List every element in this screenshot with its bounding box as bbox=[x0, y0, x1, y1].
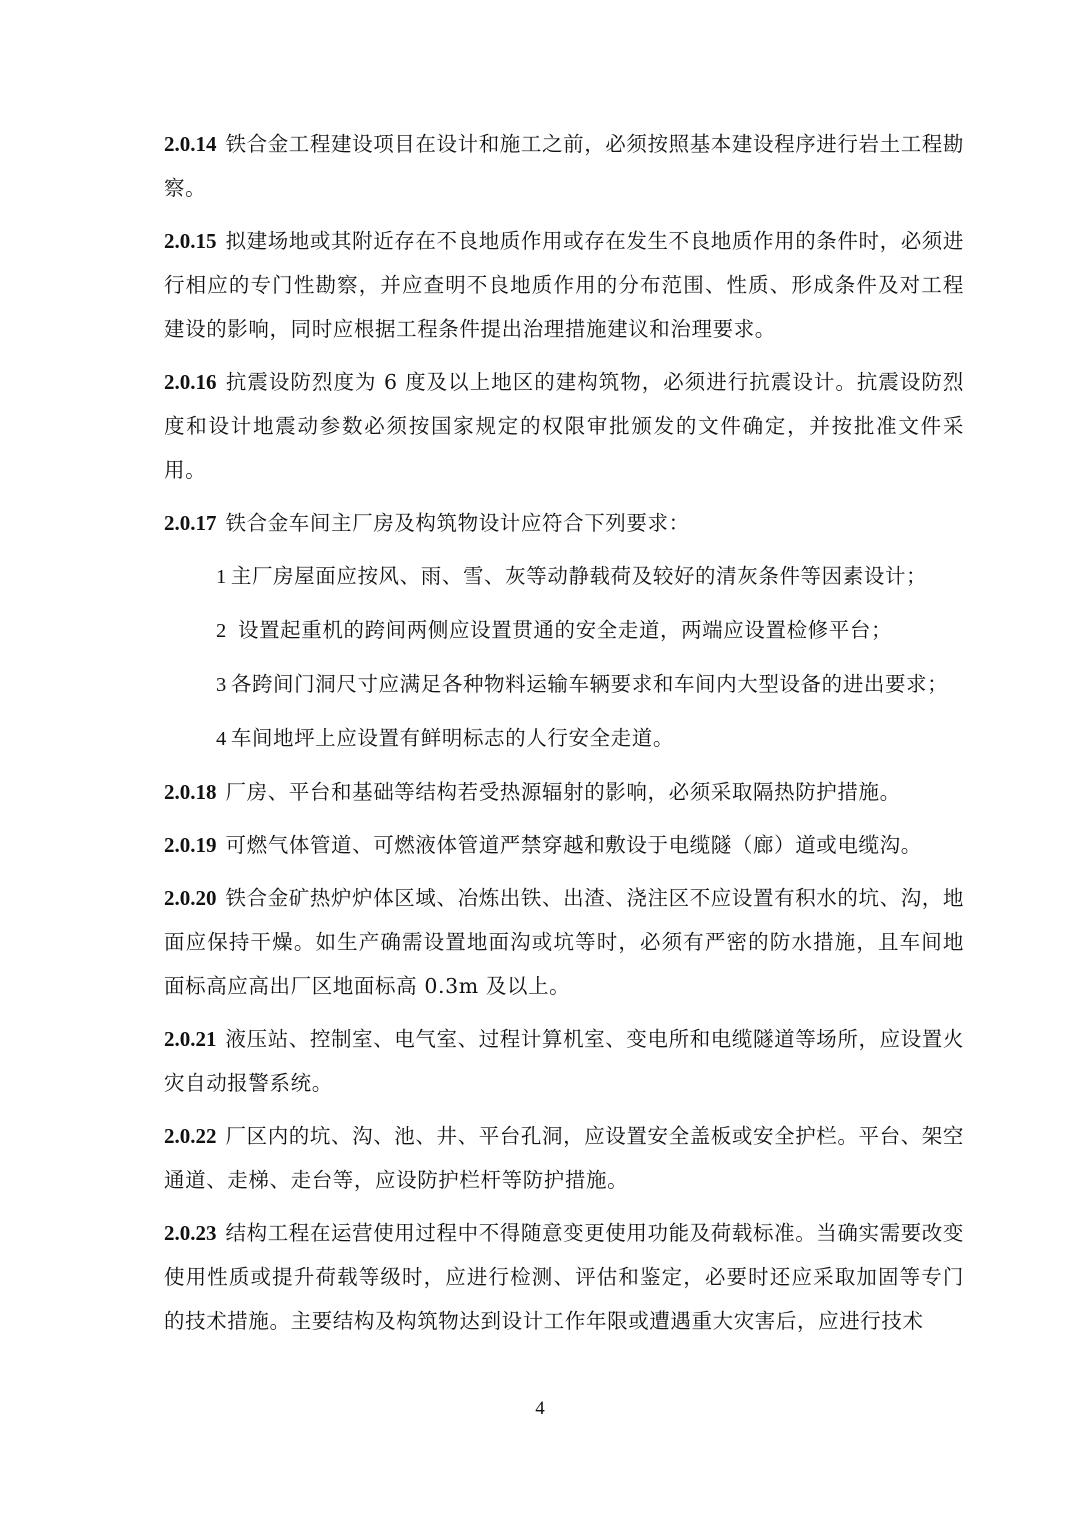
item-text: 车间地坪上应设置有鲜明标志的人行安全走道。 bbox=[230, 726, 674, 750]
clause-number: 2.0.19 bbox=[164, 833, 217, 857]
clause-2-0-14 bbox=[164, 122, 964, 210]
clause-text: 铁合金车间主厂房及构筑物设计应符合下列要求： bbox=[225, 511, 690, 535]
item-text: 主厂房屋面应按风、雨、雪、灰等动静载荷及较好的清灰条件等因素设计； bbox=[230, 564, 928, 588]
clause-number: 2.0.17 bbox=[164, 511, 217, 535]
item-text: 各跨间门洞尺寸应满足各种物料运输车辆要求和车间内大型设备的进出要求； bbox=[230, 672, 949, 696]
clause-text: 液压站、控制室、电气室、过程计算机室、变电所和电缆隧道等场所，应设置火灾自动报警系统。 bbox=[164, 1027, 964, 1095]
clause-text: 可燃气体管道、可燃液体管道严禁穿越和敷设于电缆隧（廊）道或电缆沟。 bbox=[225, 833, 922, 857]
clause-text: 拟建场地或其附近存在不良地质作用或存在发生不良地质作用的条件时，必须进行相应的专门性勘察，并应查明不良地质作用的分布范围、性质、形成条件及对工程建设的影响，同时应根据工程条件提出治理措施建议和治理要求。 bbox=[164, 229, 964, 341]
clause-2-0-20 bbox=[164, 876, 964, 1008]
clause-number: 2.0.18 bbox=[164, 780, 217, 804]
clause-2-0-19 bbox=[164, 823, 964, 867]
clause-text: 结构工程在运营使用过程中不得随意变更使用功能及荷载标准。当确实需要改变使用性质或提升荷载等级时，应进行检测、评估和鉴定，必要时还应采取加固等专门的技术措施。主要结构及构筑物达到设计工作年限或遭遇重大灾害后，应进行技术 bbox=[164, 1221, 964, 1333]
clause-number: 2.0.14 bbox=[164, 132, 217, 156]
clause-text: 铁合金工程建设项目在设计和施工之前，必须按照基本建设程序进行岩土工程勘察。 bbox=[164, 132, 964, 200]
clause-2-0-22 bbox=[164, 1114, 964, 1202]
item-number: 2 bbox=[216, 620, 227, 642]
list-item-3 bbox=[164, 662, 964, 707]
clause-text: 厂区内的坑、沟、池、井、平台孔洞，应设置安全盖板或安全护栏。平台、架空通道、走梯、走台等，应设防护栏杆等防护措施。 bbox=[164, 1124, 964, 1192]
page-body bbox=[164, 122, 964, 1352]
item-number: 3 bbox=[216, 674, 227, 696]
clause-2-0-16 bbox=[164, 360, 964, 492]
clause-text: 厂房、平台和基础等结构若受热源辐射的影响，必须采取隔热防护措施。 bbox=[225, 780, 901, 804]
clause-number: 2.0.16 bbox=[164, 370, 217, 394]
list-item-4 bbox=[164, 716, 964, 761]
item-number: 1 bbox=[216, 566, 227, 588]
clause-text: 抗震设防烈度为 6 度及以上地区的建构筑物，必须进行抗震设计。抗震设防烈度和设计地震动参数必须按国家规定的权限审批颁发的文件确定，并按批准文件采用。 bbox=[164, 370, 964, 482]
clause-number: 2.0.20 bbox=[164, 886, 217, 910]
clause-2-0-17 bbox=[164, 501, 964, 545]
clause-2-0-21 bbox=[164, 1017, 964, 1105]
page-number: 4 bbox=[535, 1398, 545, 1419]
clause-number: 2.0.22 bbox=[164, 1124, 217, 1148]
clause-2-0-23 bbox=[164, 1211, 964, 1343]
clause-number: 2.0.21 bbox=[164, 1027, 217, 1051]
list-item-1 bbox=[164, 554, 964, 599]
item-text: 设置起重机的跨间两侧应设置贯通的安全走道，两端应设置检修平台； bbox=[230, 618, 893, 642]
clause-2-0-15 bbox=[164, 219, 964, 351]
item-number: 4 bbox=[216, 728, 227, 750]
clause-text: 铁合金矿热炉炉体区域、冶炼出铁、出渣、浇注区不应设置有积水的坑、沟，地面应保持干燥。如生产确需设置地面沟或坑等时，必须有严密的防水措施，且车间地面标高应高出厂区地面标高 0.3m 及以上。 bbox=[164, 886, 964, 998]
clause-number: 2.0.23 bbox=[164, 1221, 217, 1245]
clause-number: 2.0.15 bbox=[164, 229, 217, 253]
clause-2-0-18 bbox=[164, 770, 964, 814]
list-item-2 bbox=[164, 608, 964, 653]
